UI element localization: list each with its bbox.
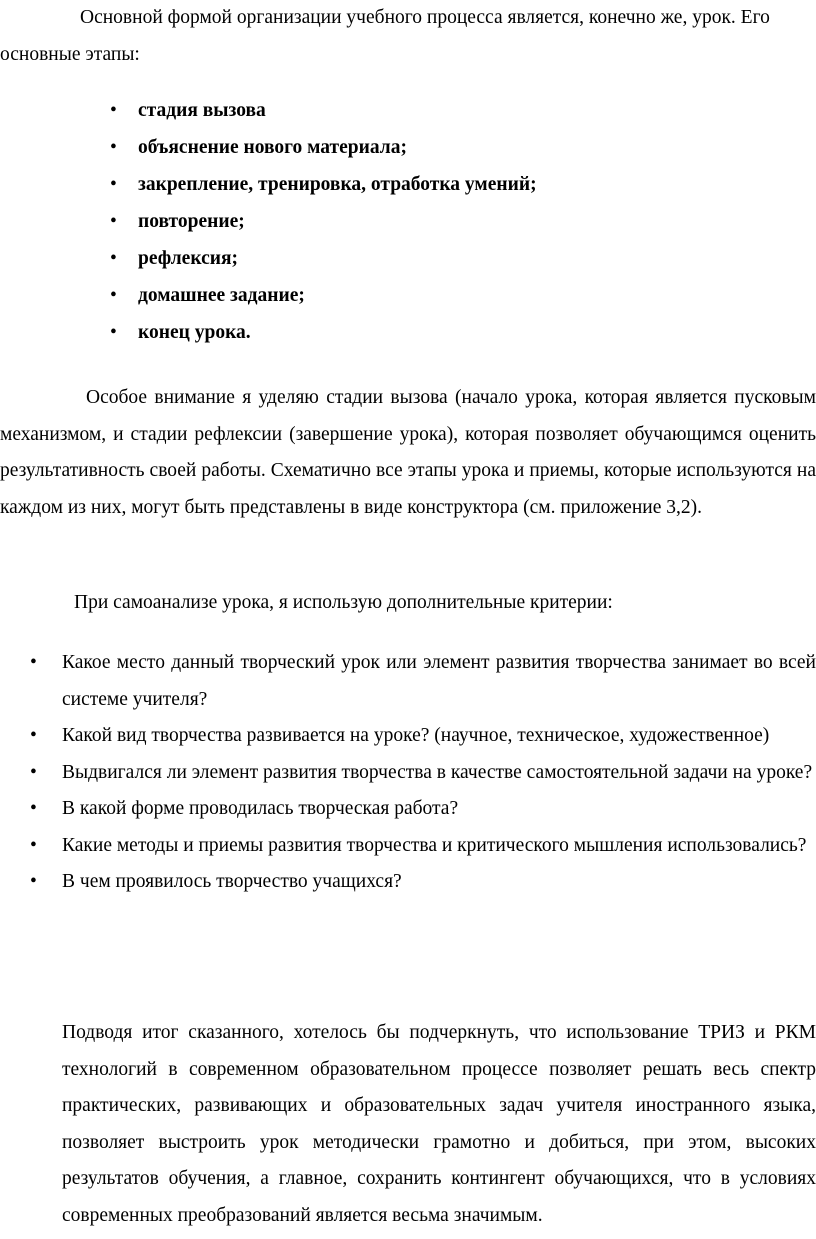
list-item [0, 203, 816, 240]
criteria-intro: При самоанализе урока, я использую дополнительные критерии: [74, 592, 613, 613]
list-item [0, 828, 816, 865]
criteria-list [0, 645, 816, 901]
list-item-text: Какие методы и приемы развития творчества и критического мышления использовались? [62, 834, 807, 856]
list-item [0, 718, 816, 755]
list-item [0, 166, 816, 203]
conclusion-paragraph: Подводя итог сказанного, хотелось бы подчеркнуть, что использование ТРИЗ и РКМ технологий в современном образовательном процессе позволяет решать весь спектр практических, развивающих и образовательных задач учителя иностранного языка, позволяет выстроить урок методически грамотно и добиться, при этом, высоких результатов обучения, а главное, сохранить контингент обучающихся, что в условиях современных преобразований является весьма значимым. [62, 1022, 816, 1226]
list-item [0, 864, 816, 901]
list-item-text: Выдвигался ли элемент развития творчества в качестве самостоятельной задачи на уроке? [62, 761, 813, 783]
list-item-text: объяснение нового материала; [138, 137, 407, 158]
list-item-text: домашнее задание; [138, 285, 305, 306]
bullet-icon: • [110, 322, 117, 343]
bullet-icon: • [30, 652, 37, 673]
intro-paragraph: Основной формой организации учебного процесса является, конечно же, урок. Его основные этапы: [0, 7, 770, 65]
body-paragraph: Особое внимание я уделяю стадии вызова (начало урока, которая является пусковым механизмом, и стадии рефлексии (завершение урока), которая позволяет обучающимся оценить результативность своей работы. Схематично все этапы урока и приемы, которые используются на каждом из них, могут быть представлены в виде конструктора (см. приложение 3,2). [0, 387, 816, 518]
list-item-text: Какой вид творчества развивается на уроке? (научное, техническое, художественное) [62, 725, 770, 746]
list-item-text: В чем проявилось творчество учащихся? [62, 871, 402, 892]
list-item-text: стадия вызова [138, 100, 266, 121]
bullet-icon: • [30, 761, 37, 783]
list-item-text: закрепление, тренировка, отработка умений; [138, 174, 537, 195]
list-item [0, 129, 816, 166]
bullet-icon: • [110, 100, 117, 121]
list-item [0, 645, 816, 718]
bullet-icon: • [30, 725, 37, 746]
list-item-text: В какой форме проводилась творческая работа? [62, 798, 459, 819]
bullet-icon: • [110, 174, 117, 195]
bullet-icon: • [110, 248, 117, 269]
bullet-icon: • [110, 211, 117, 232]
list-item [0, 755, 816, 792]
list-item-text: Какое место данный творческий урок или элемент развития творчества занимает во всей системе учителя? [62, 652, 816, 710]
list-item [0, 92, 816, 129]
list-item-text: рефлексия; [138, 248, 239, 269]
list-item [0, 791, 816, 828]
bullet-icon: • [30, 871, 37, 892]
list-item-text: повторение; [138, 211, 245, 232]
lesson-stages-list [0, 92, 816, 351]
bullet-icon: • [110, 137, 117, 158]
list-item [0, 240, 816, 277]
bullet-icon: • [110, 285, 117, 306]
list-item-text: конец урока. [138, 322, 251, 343]
list-item [0, 277, 816, 314]
bullet-icon: • [30, 834, 37, 856]
list-item [0, 314, 816, 351]
bullet-icon: • [30, 798, 37, 819]
